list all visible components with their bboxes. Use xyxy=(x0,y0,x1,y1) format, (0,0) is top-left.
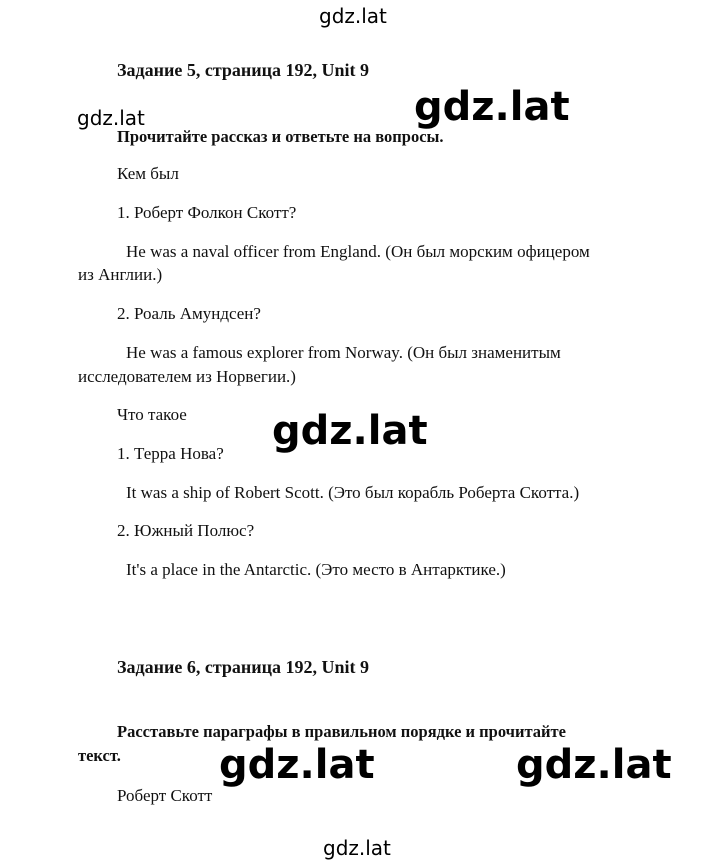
question-2: 2. Роаль Амундсен? xyxy=(117,304,261,323)
watermark-large-3: gdz.lat xyxy=(219,742,375,788)
answer-4: It's a place in the Antarctic. (Это место в Антарктике.) xyxy=(126,560,506,579)
task6-instruction-line-2: текст. xyxy=(78,746,121,765)
watermark-large-4: gdz.lat xyxy=(516,742,672,788)
answer-2-line-2: исследователем из Норвегии.) xyxy=(78,367,296,386)
answer-2-line-1: He was a famous explorer from Norway. (Он был знаменитым xyxy=(126,343,561,362)
task5-instruction: Прочитайте рассказ и ответьте на вопросы. xyxy=(117,127,444,146)
question-4: 2. Южный Полюс? xyxy=(117,521,255,540)
answer-3: It was a ship of Robert Scott. (Это был корабль Роберта Скотта.) xyxy=(126,483,580,502)
what-is-label: Что такое xyxy=(117,405,187,424)
task6-heading: Задание 6, страница 192, Unit 9 xyxy=(117,657,370,677)
watermark-large-2: gdz.lat xyxy=(272,408,428,454)
watermark-left: gdz.lat xyxy=(77,106,145,130)
answer-1-line-2: из Англии.) xyxy=(78,265,163,284)
question-3: 1. Терра Нова? xyxy=(117,444,224,463)
watermark-bottom: gdz.lat xyxy=(323,836,391,860)
task6-title: Роберт Скотт xyxy=(117,786,213,805)
watermark-top: gdz.lat xyxy=(319,4,387,28)
watermark-large-1: gdz.lat xyxy=(414,84,570,130)
answer-1-line-1: He was a naval officer from England. (Он был морским офицером xyxy=(126,242,590,261)
question-1: 1. Роберт Фолкон Скотт? xyxy=(117,203,297,222)
who-was-label: Кем был xyxy=(117,164,179,183)
task5-heading: Задание 5, страница 192, Unit 9 xyxy=(117,60,370,80)
task6-instruction-line-1: Расставьте параграфы в правильном порядке и прочитайте xyxy=(117,722,566,741)
